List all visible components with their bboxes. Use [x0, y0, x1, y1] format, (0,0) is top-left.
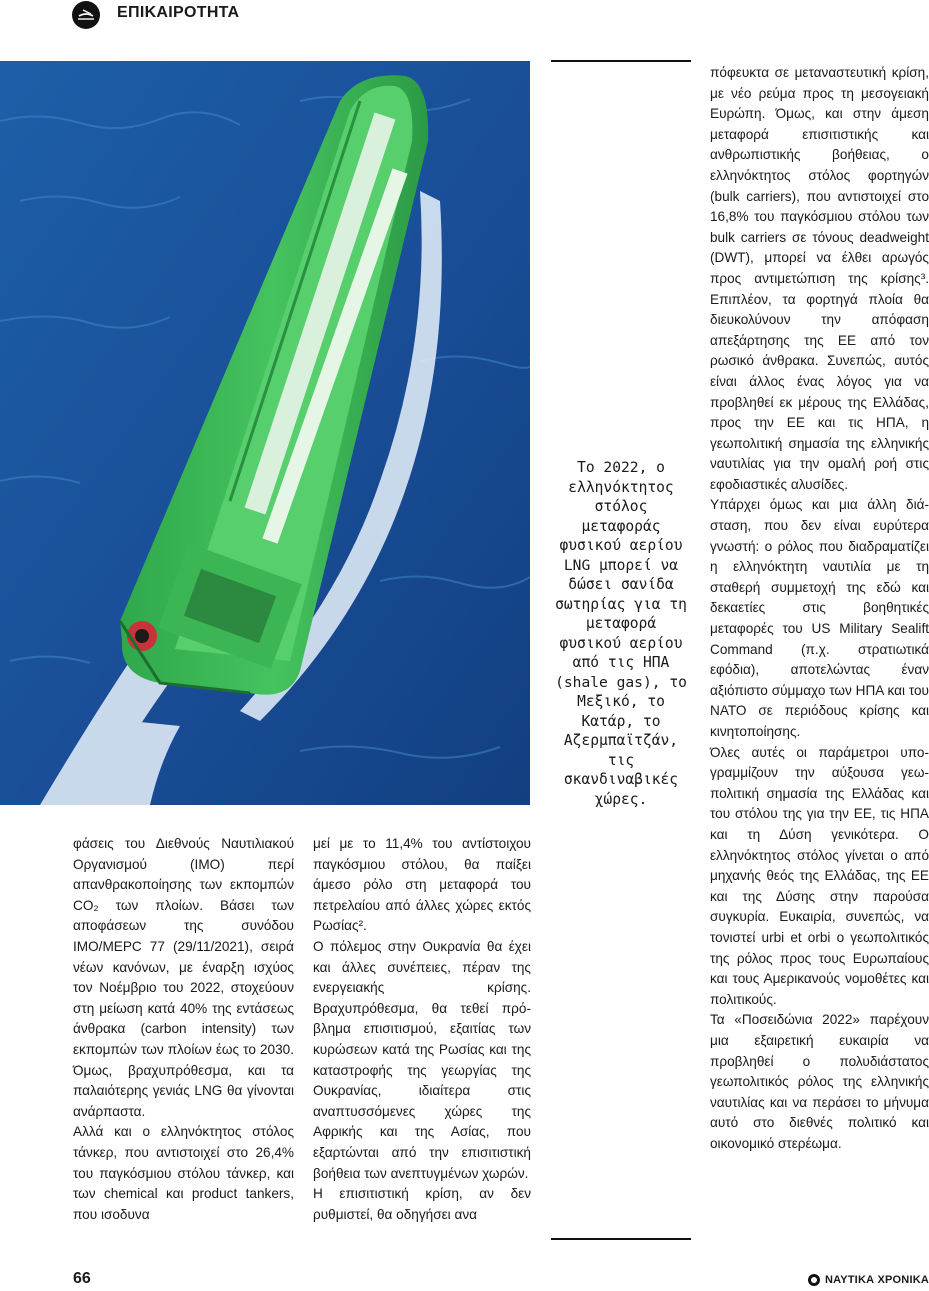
paragraph: Αλλά και ο ελληνόκτητος στόλος τάνκερ, που αντιστοιχεί στο 26,4% του παγκόσμιου στόλου τάνκερ, και των chemical και product tankers, που ισοδυνα [73, 1124, 294, 1222]
pull-quote-top-rule [551, 60, 691, 62]
brand-name: ΝΑΥΤΙΚΑ ΧΡΟΝΙΚΑ [824, 1274, 929, 1286]
page-number: 66 [73, 1270, 91, 1287]
text-column-2 [313, 834, 531, 1225]
pull-quote-bottom-rule [551, 1238, 691, 1240]
paragraph: πόφευκτα σε μεταναστευτική κρίση, με νέο ρεύμα προς τη μεσογειακή Ευρώπη. Όμως, και στην άμεση μεταφορά επισιτιστικής και ανθρωπιστικής βοήθειας, ο ελληνόκτητος στόλος φορτηγών (bulk carriers), που αντιστοιχεί στο 16,8% του παγκόσμιου στόλου των bulk carriers σε τόνους deadweight (DWT), μπορεί να έλθει αρωγός προς αντιμετώπιση της κρίσης³. Επιπλέον, τα φορτηγά πλοία θα διευκολύνουν την απόφαση απεξάρτησης της ΕΕ από τον ρωσικό άνθρακα. Συνεπώς, αυτός είναι άλλος ένας λόγος για να προβληθεί εκ μέρους της Ελλάδας, προς την ΕΕ και τις ΗΠΑ, η γεωπολιτική σημασία της ελληνικής ναυτιλίας για την ομαλή ροή στις εφοδιαστικές αλυσίδες. [710, 65, 929, 492]
paragraph: Ο πόλεμος στην Ουκρανία θα έχει και άλλες συνέπειες, πέραν της ενεργειακής κρίσης. Βραχυπρόθεσμα, θα τεθεί πρόβλημα επισιτισμού, εξαιτίας των κυρώσεων κατά της Ρωσίας και της καταστροφής της γεωργίας της Ουκρανίας, ιδιαίτερα στις αναπτυσσόμενες χώρες της Αφρικής και της Ασίας, που εξαρτώνται από την επισιτιστική βοήθεια των ανεπτυγμένων χωρών. [313, 938, 531, 1181]
pull-quote: Το 2022, ο ελληνόκτητος στόλος μεταφοράς φυσικού αερίου LNG μπορεί να δώσει σανίδα σωτηρίας για τη μεταφορά φυσικού αερίου από τις ΗΠΑ (shale gas), το Μεξικό, το Κατάρ, το Αζερμπαϊτζάν, τις σκανδιναβικές χώρες. [555, 459, 687, 808]
magazine-logo-icon [72, 1, 100, 29]
text-column-1 [73, 834, 294, 1225]
paragraph: μεί με το 11,4% του αντίστοιχου παγκόσμιου στόλου, θα παίξει άμεσο ρόλο στη μεταφορά του πετρελαίου από άλλες χώρες εκτός Ρωσίας². [313, 836, 531, 934]
brand-logo-icon [808, 1274, 820, 1286]
paragraph: Τα «Ποσειδώνια 2022» παρέχουν μια εξαιρετική ευκαιρία να προβληθεί ο πολυδιάστατος γεωπολιτικός ρόλος της ελληνικής ναυτιλίας και να περάσει το μήνυμα αυτό στο διεθνές πολιτικό και οικονομικό στερέωμα. [710, 1012, 929, 1151]
paragraph: Η επισιτιστική κρίση, αν δεν ρυθμιστεί, θα οδηγήσει ανα [313, 1186, 531, 1222]
paragraph: Υπάρχει όμως και μια άλλη διάσταση, που δεν είναι ευρύτερα γνωστή: ο ρόλος που διαδραματίζει η ελληνόκτητη ναυτιλία με τη σταθερή συμμετοχή της εδώ και δεκαετίες στις βοηθητικές μεταφορές του US Military Sealift Command (π.χ. στρατιωτικά εφόδια), αποτελώντας έναν αξιόπιστο σύμμαχο των ΗΠΑ και του ΝΑΤΟ σε περιόδους κρίσης και κινητοποίησης. [710, 497, 929, 739]
paragraph: Όλες αυτές οι παράμετροι υπογραμμίζουν την αύξουσα γεωπολιτική σημασία της Ελλάδας και του στόλου της για την ΕΕ, τις ΗΠΑ και τη Δύση γενικότερα. Ο ελληνόκτητος στόλος γίνεται ο από μηχανής θεός της Ελλάδας, της ΕΕ και της Δύσης στην παρούσα συγκυρία. Ευκαιρία, συνεπώς, να τονιστεί urbi et orbi ο γεωπολιτικός της ρόλος προς τους Ευρωπαίους και τους Αμερικανούς νομοθέτες και πολιτικούς. [710, 744, 929, 1007]
section-title: ΕΠΙΚΑΙΡΟΤΗΤΑ [117, 4, 240, 21]
text-column-4 [710, 63, 929, 1154]
tanker-photo [0, 61, 530, 805]
brand-footer [808, 1274, 929, 1286]
paragraph: φάσεις του Διεθνούς Ναυτιλιακού Οργανισμού (IMO) περί απανθρακοποίησης των εκπομπών CO₂ των πλοίων. Βάσει των αποφάσεων της συνόδου IMO/MEPC 77 (29/11/2021), σειρά νέων κανόνων, με έναρξη ισχύος τον Νοέμβριο του 2022, στοχεύουν στη μείωση κατά 40% της εντάσεως άνθρακα (carbon intensity) των εκπομπών των πλοίων έως το 2030. Όμως, βραχυπρόθεσμα, και τα παλαιότερης γενιάς LNG θα γίνονται ανάρπαστα. [73, 836, 294, 1119]
